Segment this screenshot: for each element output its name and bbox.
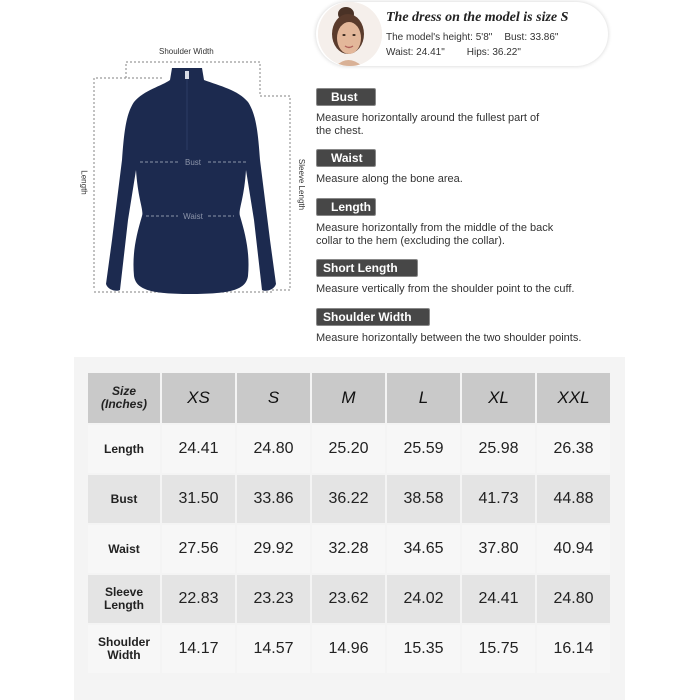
table-cell: 33.86 <box>237 475 310 523</box>
guide-description: Measure along the bone area. <box>316 173 463 185</box>
model-waist: Waist: 24.41" <box>386 47 445 58</box>
table-cell: 24.02 <box>387 575 460 623</box>
table-cell: 15.35 <box>387 625 460 673</box>
table-cell: 31.50 <box>162 475 235 523</box>
table-cell: 15.75 <box>462 625 535 673</box>
table-cell: 44.88 <box>537 475 610 523</box>
table-cell: 24.41 <box>162 425 235 473</box>
svg-text:Bust: Bust <box>184 158 202 167</box>
table-row-waist <box>88 525 610 573</box>
shirt-illustration <box>80 40 310 300</box>
model-avatar <box>318 2 382 66</box>
table-cell: 14.17 <box>162 625 235 673</box>
model-hips: Hips: 36.22" <box>466 47 521 58</box>
table-row-bust <box>88 475 610 523</box>
table-cell: 24.41 <box>462 575 535 623</box>
model-bust: Bust: 33.86" <box>504 32 559 43</box>
size-header-s: S <box>237 373 310 423</box>
table-row-shoulder-width <box>88 625 610 673</box>
guide-badge: Shoulder Width <box>316 308 430 326</box>
svg-text:Waist: Waist <box>183 212 203 221</box>
guide-badge: Short Length <box>316 259 418 277</box>
table-cell: 14.57 <box>237 625 310 673</box>
guide-item-short-length <box>316 259 574 296</box>
size-header-m: M <box>312 373 385 423</box>
table-cell: 26.38 <box>537 425 610 473</box>
row-label: Bust <box>88 475 160 523</box>
guide-badge: Bust <box>316 88 376 106</box>
table-cell: 25.20 <box>312 425 385 473</box>
length-label: Length <box>79 170 89 195</box>
table-cell: 23.23 <box>237 575 310 623</box>
guide-description: Measure horizontally from the middle of the back collar to the hem (excluding the collar). <box>316 222 554 247</box>
size-header-xxl: XXL <box>537 373 610 423</box>
row-label: Shoulder Width <box>88 625 160 673</box>
sleeve-length-label: Sleeve Length <box>297 158 307 211</box>
table-row-sleeve-length <box>88 575 610 623</box>
corner-header: Size (Inches) <box>88 373 160 423</box>
size-header-xs: XS <box>162 373 235 423</box>
table-cell: 24.80 <box>237 425 310 473</box>
table-cell: 36.22 <box>312 475 385 523</box>
table-cell: 23.62 <box>312 575 385 623</box>
table-cell: 25.59 <box>387 425 460 473</box>
model-measurements-line-1 <box>386 32 558 43</box>
table-row-length <box>88 425 610 473</box>
table-cell: 16.14 <box>537 625 610 673</box>
table-cell: 14.96 <box>312 625 385 673</box>
guide-description: Measure vertically from the shoulder point to the cuff. <box>316 283 575 295</box>
table-cell: 37.80 <box>462 525 535 573</box>
table-cell: 38.58 <box>387 475 460 523</box>
row-label: Sleeve Length <box>88 575 160 623</box>
size-header-l: L <box>387 373 460 423</box>
guide-item-bust <box>316 88 539 138</box>
table-cell: 25.98 <box>462 425 535 473</box>
guide-item-shoulder-width <box>316 308 581 345</box>
row-label: Waist <box>88 525 160 573</box>
model-info-card <box>316 2 608 66</box>
model-measurements-line-2 <box>386 47 521 58</box>
guide-description: Measure horizontally around the fullest part of the chest. <box>316 112 540 137</box>
row-label: Length <box>88 425 160 473</box>
table-cell: 24.80 <box>537 575 610 623</box>
table-cell: 22.83 <box>162 575 235 623</box>
guide-description: Measure horizontally between the two shoulder points. <box>316 332 582 344</box>
table-cell: 32.28 <box>312 525 385 573</box>
table-cell: 27.56 <box>162 525 235 573</box>
table-cell: 34.65 <box>387 525 460 573</box>
table-header-row <box>88 373 610 423</box>
garment-diagram <box>80 40 310 300</box>
guide-badge: Length <box>316 198 376 216</box>
table-cell: 40.94 <box>537 525 610 573</box>
shoulder-width-label: Shoulder Width <box>159 47 214 56</box>
table-cell: 29.92 <box>237 525 310 573</box>
guide-item-length <box>316 198 553 248</box>
model-face-icon <box>318 2 382 66</box>
table-cell: 41.73 <box>462 475 535 523</box>
size-header-xl: XL <box>462 373 535 423</box>
model-height: The model's height: 5'8" <box>386 32 493 43</box>
model-size-title: The dress on the model is size S <box>386 10 569 25</box>
guide-item-waist <box>316 149 463 186</box>
guide-badge: Waist <box>316 149 376 167</box>
size-chart-table <box>86 371 612 675</box>
